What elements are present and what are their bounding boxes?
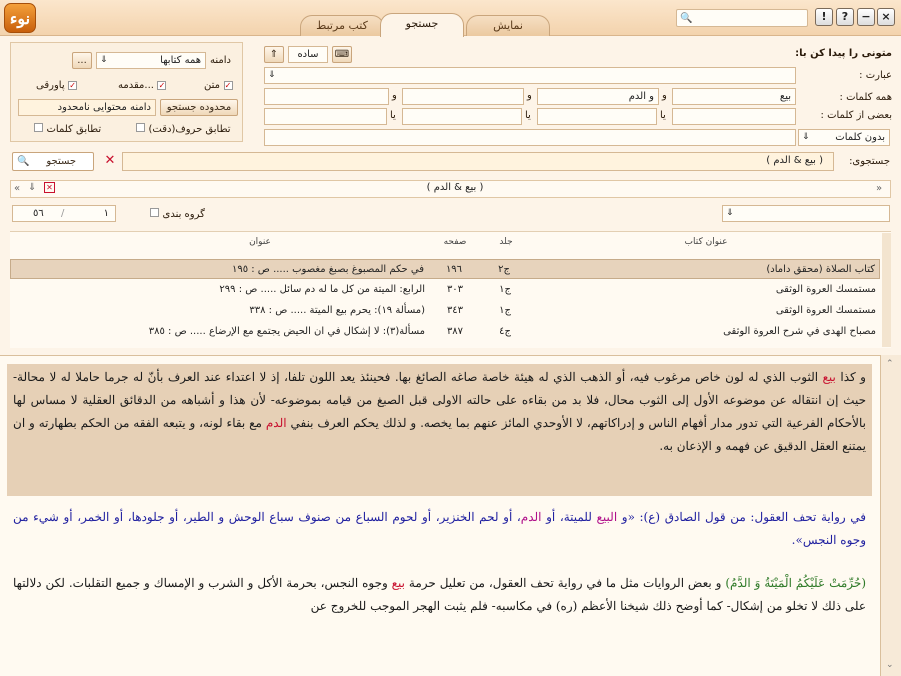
p2-text-b: للميتة، أو	[541, 510, 597, 524]
paragraph-1	[7, 364, 872, 496]
close-button[interactable]: ×	[877, 8, 895, 26]
paragraph-2	[7, 504, 872, 560]
footnote-label: پاورقی	[36, 80, 65, 91]
intro-option[interactable]	[118, 78, 166, 91]
scope-value: همه کتابها	[160, 55, 201, 66]
footnote-option[interactable]	[36, 78, 77, 91]
search-hit[interactable]: البيع	[596, 510, 618, 524]
scroll-down-icon[interactable]: ⌄	[886, 660, 894, 670]
counter-separator: /	[61, 208, 65, 219]
row-book: مصباح الهدى في شرح العروة الوثقى	[723, 326, 876, 337]
query-label: جستجوی:	[849, 156, 890, 167]
row-page: ١٩٦	[445, 264, 463, 275]
row-volume: ج١	[499, 305, 511, 316]
row-title: في حكم المصبوغ بصبغ مغصوب ..... ص : ١٩٥	[231, 264, 424, 275]
document-scrollbar[interactable]	[880, 355, 901, 676]
row-title: مسألة(٣): لا إشكال في ان الحيض يجتمع مع الإرضاع ..... ص : ٣٨٥	[148, 326, 425, 337]
query-display: ( بیع & الدم )	[122, 152, 834, 171]
find-label: متونی را پیدا کن با:	[795, 48, 892, 59]
chevron-down-icon: ⇓	[100, 55, 108, 65]
some-words-input-3[interactable]	[402, 108, 522, 125]
row-book: مستمسك العروة الوثقى	[775, 305, 876, 316]
search-hit[interactable]: بيع	[822, 370, 836, 384]
keyboard-icon[interactable]: ⌨	[332, 46, 352, 63]
exact-words-label: تطابق کلمات	[46, 124, 102, 135]
quick-search-input[interactable]	[676, 9, 808, 27]
row-book: کتاب الصلاة (محقق داماد)	[766, 264, 875, 275]
exact-words-checkbox[interactable]	[34, 123, 43, 132]
p1-text-b: الثوب الذي له لون خاص مرغوب فيه، أو الذهب الذي له هيئة خاصة صاغه الصائغ بها. فحينئذ يعد اللون تلفا، إذ لا اعتداء عند العرف بأنّ له جرما حاملا له لا محالة- حيث إن انتقاله عن موضوعه الأول إلى الثوب محال، فلا بد من بقاءه على حالته الاولى قبل الصبغ من قيامه بموضوعه- لأن هذا و أشباهه من الدقائق العقلية لا مساس لها بالأحكام الفرعية التي تدور مدار أفهام الناس و إدراكاتهم، لا الأوحدي المائز عنهم بما يخصه. و لذلك يحكم العرف بنفي	[13, 370, 866, 430]
p1-text-c: مع بقاء لونه، و يتبعه الفقه من الحكم بطهارته و ان يمتنع العقل الدقيق عن فهمه و الإذعان به.	[13, 416, 866, 453]
current-index: ١	[103, 208, 109, 219]
help-button[interactable]: ?	[836, 8, 854, 26]
row-page: ٣٤٣	[446, 305, 464, 316]
row-volume: ج١	[499, 284, 511, 295]
mode-select[interactable]: ساده	[288, 46, 328, 63]
connector-and: و	[527, 90, 532, 101]
table-row[interactable]	[10, 280, 880, 300]
intro-checkbox[interactable]: ✓	[158, 81, 166, 90]
without-words-select[interactable]	[798, 129, 890, 146]
info-button[interactable]: !	[815, 8, 833, 26]
document-view	[0, 355, 880, 676]
filter-select[interactable]	[722, 205, 890, 222]
result-count: ٥٦	[33, 208, 44, 219]
group-checkbox[interactable]	[150, 208, 159, 217]
phrase-input[interactable]	[264, 67, 796, 84]
p2-text-c: ، أو لحم الخنزير، أو لحوم السباع من صنوف سباع الوحش و الطير، أو جلودها، أو الخمر، أو شيء من وجوه النجس».	[13, 510, 866, 547]
search-button[interactable]	[12, 152, 94, 171]
some-words-label: بعضی از کلمات :	[820, 110, 892, 121]
row-title: الرابع: الميتة من كل ما له دم سائل ..... ص : ٢٩٩	[219, 284, 425, 295]
col-title[interactable]: عنوان	[249, 237, 271, 247]
exact-letters-checkbox[interactable]	[136, 123, 145, 132]
chevron-down-icon: ⇓	[802, 132, 810, 142]
minimize-button[interactable]: −	[857, 8, 875, 26]
all-words-input-3[interactable]	[402, 88, 524, 105]
search-limit-value: دامنه محتوایی نامحدود	[18, 99, 156, 116]
all-words-label: همه کلمات :	[839, 92, 892, 103]
tab-search[interactable]: جستجو	[380, 13, 464, 37]
search-hit[interactable]: الدم	[520, 510, 542, 524]
group-label: گروه بندی	[162, 209, 205, 220]
without-words-value: بدون کلمات	[835, 132, 885, 143]
some-words-input-2[interactable]	[537, 108, 657, 125]
text-option[interactable]	[204, 78, 233, 91]
paragraph-3	[7, 570, 872, 650]
connector-and: و	[662, 90, 667, 101]
all-words-input-4[interactable]	[264, 88, 389, 105]
scope-label: دامنه	[210, 55, 231, 66]
search-hit[interactable]: الدم	[265, 416, 287, 430]
some-words-input-4[interactable]	[264, 108, 387, 125]
scroll-up-icon[interactable]: ⌃	[886, 359, 894, 369]
scope-select[interactable]	[96, 52, 206, 69]
text-label: متن	[204, 80, 220, 91]
table-row[interactable]	[10, 322, 880, 342]
table-row[interactable]	[10, 259, 880, 279]
p1-text-a: و كذا	[835, 370, 866, 384]
row-volume: ج٢	[498, 264, 510, 275]
search-hit[interactable]: بيع	[391, 576, 406, 590]
all-words-input-2[interactable]: و الدم	[537, 88, 659, 105]
tab-display[interactable]: نمایش	[466, 15, 550, 36]
nav-right-icon[interactable]: »	[876, 183, 883, 194]
intro-label: مقدمه...	[118, 80, 154, 91]
col-book[interactable]: عنوان کتاب	[684, 237, 728, 247]
footnote-checkbox[interactable]: ✓	[69, 81, 76, 90]
row-title: (مسألة ١٩): يحرم بيع الميتة ..... ص : ٣٣٨	[249, 305, 425, 316]
text-checkbox[interactable]: ✓	[224, 81, 232, 90]
expand-down-icon[interactable]: ⇓	[28, 182, 37, 193]
row-page: ٣٠٣	[446, 284, 464, 295]
remove-summary-icon[interactable]: ✕	[44, 182, 55, 193]
connector-and: و	[392, 90, 397, 101]
group-option[interactable]	[150, 207, 205, 220]
without-words-input[interactable]	[264, 129, 796, 146]
search-limit-button[interactable]: محدوده جستجو	[160, 99, 238, 116]
chevron-down-icon: ⇓	[726, 208, 734, 218]
tab-related-books[interactable]: کتب مرتبط	[300, 15, 384, 36]
p3-text-b: وجوه النجس، بحرمة الأكل و الشرب و الإمساك و جميع التقلبات. لكن دلالتها على ذلك لا تخلو من إشكال- كما أوضح ذلك شيخنا الأعظم (ره) في مكاسبه- فلم يثبت الهجر الموجب للخروج عن	[13, 576, 866, 613]
row-book: مستمسك العروة الوثقى	[775, 284, 876, 295]
nav-left-icon[interactable]: «	[14, 183, 21, 194]
collapse-up-icon[interactable]: ⇑	[264, 46, 284, 63]
scope-more-button[interactable]: ...	[72, 52, 92, 69]
quran-quote: (حُرِّمَتْ عَلَيْكُمُ الْمَيْتَةُ وَ الدَّمُ)	[725, 576, 866, 590]
table-row[interactable]	[10, 301, 880, 321]
p3-text-a: و بعض الروايات مثل ما في رواية تحف العقول، من تعليل حرمة	[405, 576, 726, 590]
row-page: ٣٨٧	[446, 326, 464, 337]
all-words-input-1[interactable]: بیع	[672, 88, 796, 105]
connector-or: یا	[525, 110, 531, 121]
phrase-label: عبارت :	[859, 70, 892, 81]
chevron-down-icon: ⇓	[268, 70, 276, 80]
p2-text-a: في رواية تحف العقول: من قول الصادق (ع): «و	[617, 510, 867, 524]
some-words-input-1[interactable]	[672, 108, 796, 125]
exact-letters-label: تطابق حروف(دقت)	[148, 124, 231, 135]
search-icon: 🔍	[17, 156, 30, 167]
app-logo[interactable]: نوء	[4, 3, 36, 33]
connector-or: یا	[390, 110, 396, 121]
results-table	[10, 231, 891, 348]
exact-words-option[interactable]	[34, 122, 101, 135]
result-counter	[12, 205, 116, 222]
col-volume[interactable]: جلد	[499, 237, 513, 247]
query-summary: ( بیع & الدم )	[426, 182, 484, 193]
search-icon: 🔍	[680, 13, 693, 24]
results-scrollbar[interactable]	[882, 233, 891, 347]
row-volume: ج٤	[499, 326, 511, 337]
clear-query-icon[interactable]: ✕	[104, 153, 116, 168]
col-page[interactable]: صفحه	[443, 237, 467, 247]
connector-or: یا	[660, 110, 666, 121]
exact-letters-option[interactable]	[136, 122, 231, 135]
search-button-label: جستجو	[46, 156, 77, 167]
